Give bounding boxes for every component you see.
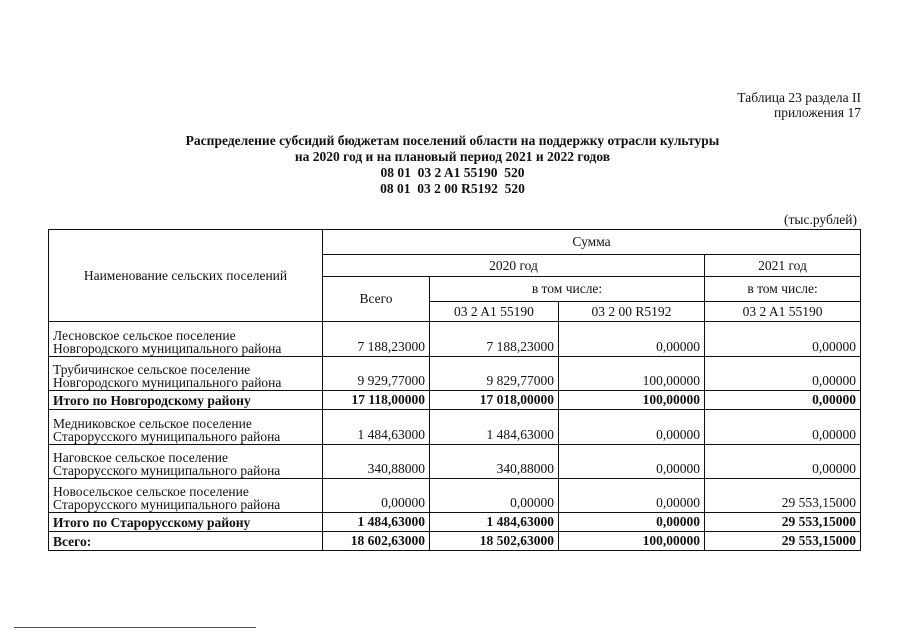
settlement-name: Медниковское сельское поселение Старорусского муниципального района (49, 410, 323, 445)
header-code-a1-2020: 03 2 A1 55190 (430, 302, 559, 322)
r5192-value: 100,00000 (559, 532, 705, 551)
header-including-2020: в том числе: (430, 277, 705, 302)
subtotal-label: Итого по Старорусскому району (49, 513, 323, 532)
total-value: 340,88000 (323, 445, 430, 479)
total-value: 9 929,77000 (323, 357, 430, 391)
subtotal-row (49, 513, 861, 532)
r5192-value: 0,00000 (559, 479, 705, 513)
table-row (49, 322, 861, 357)
a1-value: 17 018,00000 (430, 391, 559, 410)
year-2021-value: 29 553,15000 (705, 532, 861, 551)
settlement-name: Лесновское сельское поселение Новгородского муниципального района (49, 322, 323, 357)
a1-value: 1 484,63000 (430, 410, 559, 445)
a1-value: 9 829,77000 (430, 357, 559, 391)
header-year-2021: 2021 год (705, 255, 861, 277)
year-2021-value: 0,00000 (705, 410, 861, 445)
table-reference (737, 90, 861, 120)
header-settlement-name: Наименование сельских поселений (49, 230, 323, 322)
a1-value: 1 484,63000 (430, 513, 559, 532)
subtotal-label: Итого по Новгородскому району (49, 391, 323, 410)
year-2021-value: 0,00000 (705, 391, 861, 410)
settlement-name: Наговское сельское поселение Старорусского муниципального района (49, 445, 323, 479)
header-code-r5192-2020: 03 2 00 R5192 (559, 302, 705, 322)
header-code-a1-2021: 03 2 A1 55190 (705, 302, 861, 322)
document-title (0, 133, 905, 197)
total-value: 7 188,23000 (323, 322, 430, 357)
r5192-value: 100,00000 (559, 357, 705, 391)
table-row (49, 479, 861, 513)
total-value: 1 484,63000 (323, 513, 430, 532)
table-row (49, 357, 861, 391)
total-value: 1 484,63000 (323, 410, 430, 445)
r5192-value: 0,00000 (559, 513, 705, 532)
subtotal-row (49, 391, 861, 410)
total-value: 0,00000 (323, 479, 430, 513)
header-including-2021: в том числе: (705, 277, 861, 302)
subsidy-table (48, 229, 861, 551)
header-year-2020: 2020 год (323, 255, 705, 277)
header-sum: Сумма (323, 230, 861, 255)
year-2021-value: 0,00000 (705, 322, 861, 357)
settlement-name: Трубичинское сельское поселение Новгородского муниципального района (49, 357, 323, 391)
title-line-1: Распределение субсидий бюджетам поселений области на поддержку отрасли культуры (185, 133, 720, 148)
a1-value: 7 188,23000 (430, 322, 559, 357)
appendix-number: приложения 17 (773, 105, 861, 120)
budget-code-2: 08 01 03 2 00 R5192 520 (380, 181, 525, 196)
year-2021-value: 29 553,15000 (705, 513, 861, 532)
year-2021-value: 0,00000 (705, 357, 861, 391)
a1-value: 0,00000 (430, 479, 559, 513)
r5192-value: 0,00000 (559, 445, 705, 479)
table-number: Таблица 23 раздела II (737, 90, 861, 105)
grand-total-row (49, 532, 861, 551)
settlement-name: Новосельское сельское поселение Старорусского муниципального района (49, 479, 323, 513)
r5192-value: 0,00000 (559, 410, 705, 445)
grand-total-label: Всего: (49, 532, 323, 551)
unit-label: (тыс.рублей) (784, 212, 857, 227)
total-value: 17 118,00000 (323, 391, 430, 410)
year-2021-value: 0,00000 (705, 445, 861, 479)
total-value: 18 602,63000 (323, 532, 430, 551)
r5192-value: 100,00000 (559, 391, 705, 410)
year-2021-value: 29 553,15000 (705, 479, 861, 513)
footnote-divider (14, 627, 256, 628)
budget-code-1: 08 01 03 2 A1 55190 520 (380, 165, 525, 180)
header-total-2020: Всего (323, 277, 430, 322)
table-row (49, 445, 861, 479)
table-row (49, 410, 861, 445)
a1-value: 340,88000 (430, 445, 559, 479)
r5192-value: 0,00000 (559, 322, 705, 357)
title-line-2: на 2020 год и на плановый период 2021 и 2022 годов (294, 149, 611, 164)
a1-value: 18 502,63000 (430, 532, 559, 551)
